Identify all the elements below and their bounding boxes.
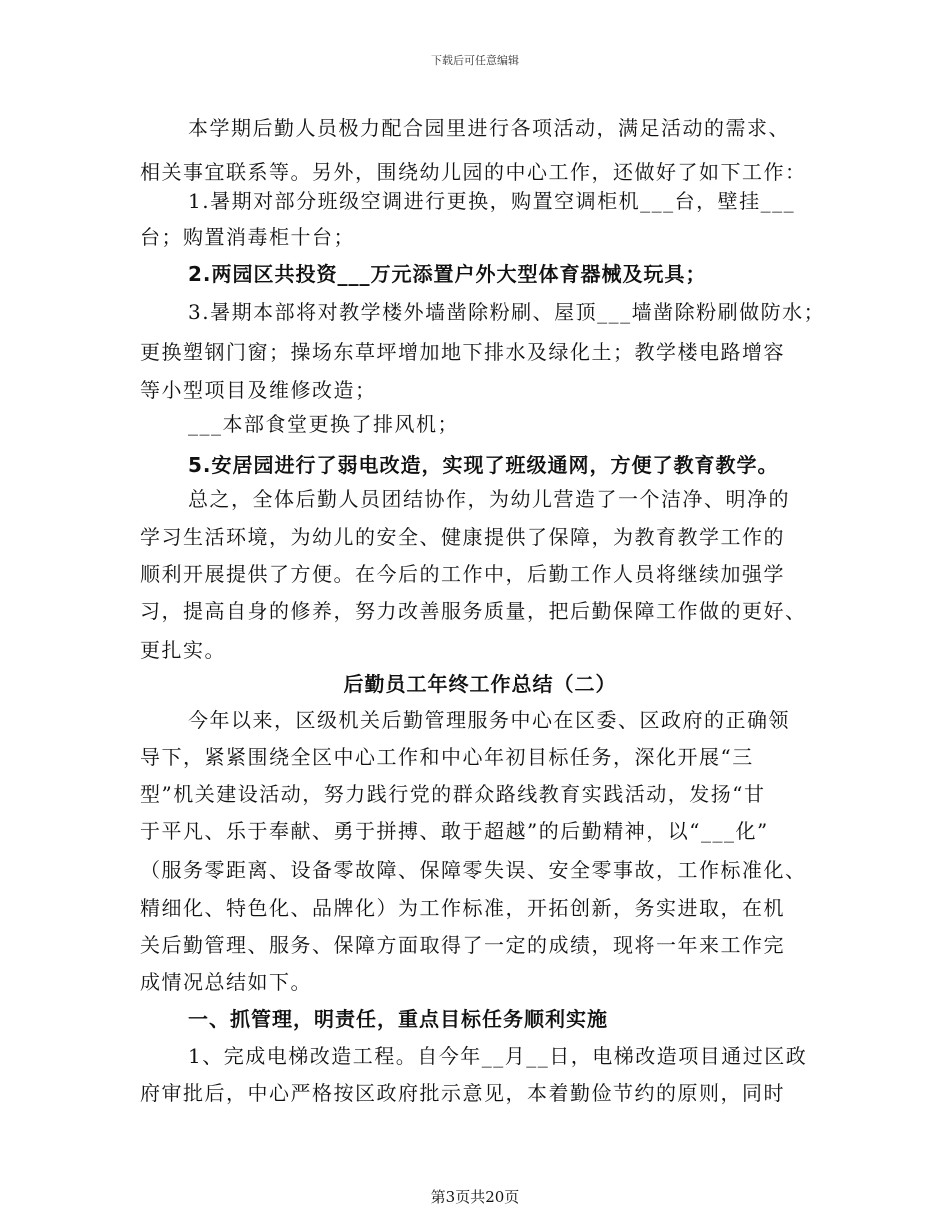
text-line: 成情况总结如下。 — [140, 970, 312, 994]
text-line: 台；购置消毒柜十台； — [140, 225, 355, 249]
section-title: 后勤员工年终工作总结（二） — [343, 672, 617, 696]
text-line: 相关事宜联系等。另外，围绕幼儿园的中心工作，还做好了如下工作： — [140, 160, 807, 184]
text-line: 总之，全体后勤人员团结协作，为幼儿营造了一个洁净、明净的 — [188, 487, 790, 511]
page-header-note: 下载后可任意编辑 — [431, 54, 519, 67]
text-line: ___本部食堂更换了排风机； — [188, 412, 459, 436]
text-line: 导下，紧紧围绕全区中心工作和中心年初目标任务，深化开展“三 — [140, 745, 754, 769]
text-line: 本学期后勤人员极力配合园里进行各项活动，满足活动的需求、 — [188, 116, 790, 140]
text-line: 顺利开展提供了方便。在今后的工作中，后勤工作人员将继续加强学 — [140, 562, 785, 586]
text-line: 精细化、特色化、品牌化）为工作标准，开拓创新，务实进取，在机 — [140, 896, 785, 920]
text-line: 关后勤管理、服务、保障方面取得了一定的成绩，现将一年来工作完 — [140, 933, 785, 957]
page-number: 第3页共20页 — [430, 1188, 520, 1206]
text-line: 等小型项目及维修改造； — [140, 378, 377, 402]
text-line: 府审批后，中心严格按区政府批示意见，本着勤俭节约的原则，同时 — [140, 1081, 785, 1105]
text-line: 1.暑期对部分班级空调进行更换，购置空调柜机___台，壁挂___ — [188, 189, 796, 213]
text-line: 3.暑期本部将对教学楼外墙凿除粉刷、屋顶___墙凿除粉刷做防水； — [188, 300, 826, 324]
text-line: 学习生活环境，为幼儿的安全、健康提供了保障，为教育教学工作的 — [140, 525, 785, 549]
text-line-bold: 5.安居园进行了弱电改造，实现了班级通网，方便了教育教学。 — [188, 453, 779, 477]
text-line: 1、完成电梯改造工程。自今年__月__日，电梯改造项目通过区政 — [188, 1044, 808, 1068]
text-line: 于平凡、乐于奉献、勇于拼搏、敢于超越”的后勤精神，以“___化” — [140, 819, 769, 843]
text-line: 今年以来，区级机关后勤管理服务中心在区委、区政府的正确领 — [188, 708, 790, 732]
text-line: 型”机关建设活动，努力践行党的群众路线教育实践活动，发扬“甘 — [140, 782, 766, 806]
text-line: 更换塑钢门窗；操场东草坪增加地下排水及绿化土；教学楼电路增容 — [140, 340, 785, 364]
subsection-heading: 一、抓管理，明责任，重点目标任务顺利实施 — [188, 1007, 608, 1031]
text-line: 习，提高自身的修养，努力改善服务质量，把后勤保障工作做的更好、 — [140, 599, 807, 623]
text-line-bold: 2.两园区共投资___万元添置户外大型体育器械及玩具； — [188, 262, 707, 286]
text-line: 更扎实。 — [140, 638, 226, 662]
text-line: （服务零距离、设备零故障、保障零失误、安全零事故，工作标准化、 — [140, 858, 807, 882]
